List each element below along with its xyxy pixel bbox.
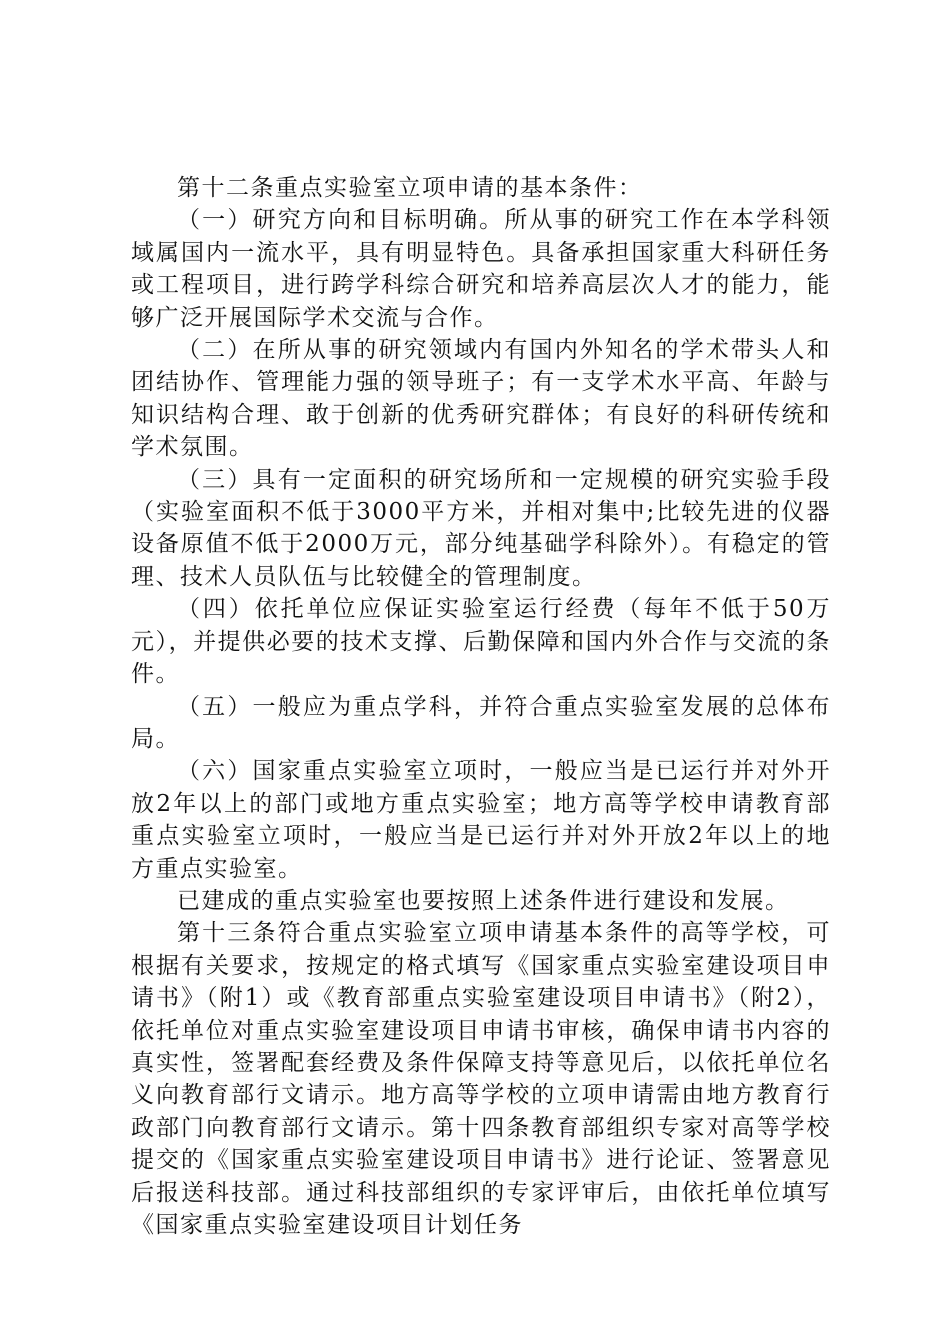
- paragraph-article-13-14: 第十三条符合重点实验室立项申请基本条件的高等学校，可根据有关要求，按规定的格式填写《国家重点实验室建设项目申请书》（附1）或《教育部重点实验室建设项目申请书》（附2），依托单位对重点实验室建设项目申请书审核，确保申请书内容的真实性，签署配套经费及条件保障支持等意见后，以依托单位名义向教育部行文请示。地方高等学校的立项申请需由地方教育行政部门向教育部行文请示。第十四条教育部组织专家对高等学校提交的《国家重点实验室建设项目申请书》进行论证、签署意见后报送科技部。通过科技部组织的专家评审后，由依托单位填写《国家重点实验室建设项目计划任务: [131, 920, 831, 1238]
- paragraph-article-12-heading: 第十二条重点实验室立项申请的基本条件：: [177, 175, 643, 201]
- paragraph-condition-6: （六）国家重点实验室立项时，一般应当是已运行并对外开放2年以上的部门或地方重点实验室；地方高等学校申请教育部重点实验室立项时，一般应当是已运行并对外开放2年以上的地方重点实验室。: [131, 758, 831, 882]
- document-body: [131, 172, 831, 1241]
- paragraph-condition-4: （四）依托单位应保证实验室运行经费（每年不低于50万元），并提供必要的技术支撑、后勤保障和国内外合作与交流的条件。: [131, 596, 831, 688]
- paragraph-condition-3: （三）具有一定面积的研究场所和一定规模的研究实验手段（实验室面积不低于3000平方米，并相对集中;比较先进的仪器设备原值不低于2000万元，部分纯基础学科除外）。有稳定的管理、技术人员队伍与比较健全的管理制度。: [131, 466, 831, 590]
- paragraph-built-labs: 已建成的重点实验室也要按照上述条件进行建设和发展。: [177, 887, 790, 914]
- paragraph-condition-1: （一）研究方向和目标明确。所从事的研究工作在本学科领域属国内一流水平，具有明显特色。具备承担国家重大科研任务或工程项目，进行跨学科综合研究和培养高层次人才的能力，能够广泛开展国际学术交流与合作。: [131, 207, 831, 331]
- paragraph-condition-5: （五）一般应为重点学科，并符合重点实验室发展的总体布局。: [131, 693, 831, 752]
- paragraph-condition-2: （二）在所从事的研究领域内有国内外知名的学术带头人和团结协作、管理能力强的领导班子；有一支学术水平高、年龄与知识结构合理、敢于创新的优秀研究群体；有良好的科研传统和学术氛围。: [131, 337, 831, 461]
